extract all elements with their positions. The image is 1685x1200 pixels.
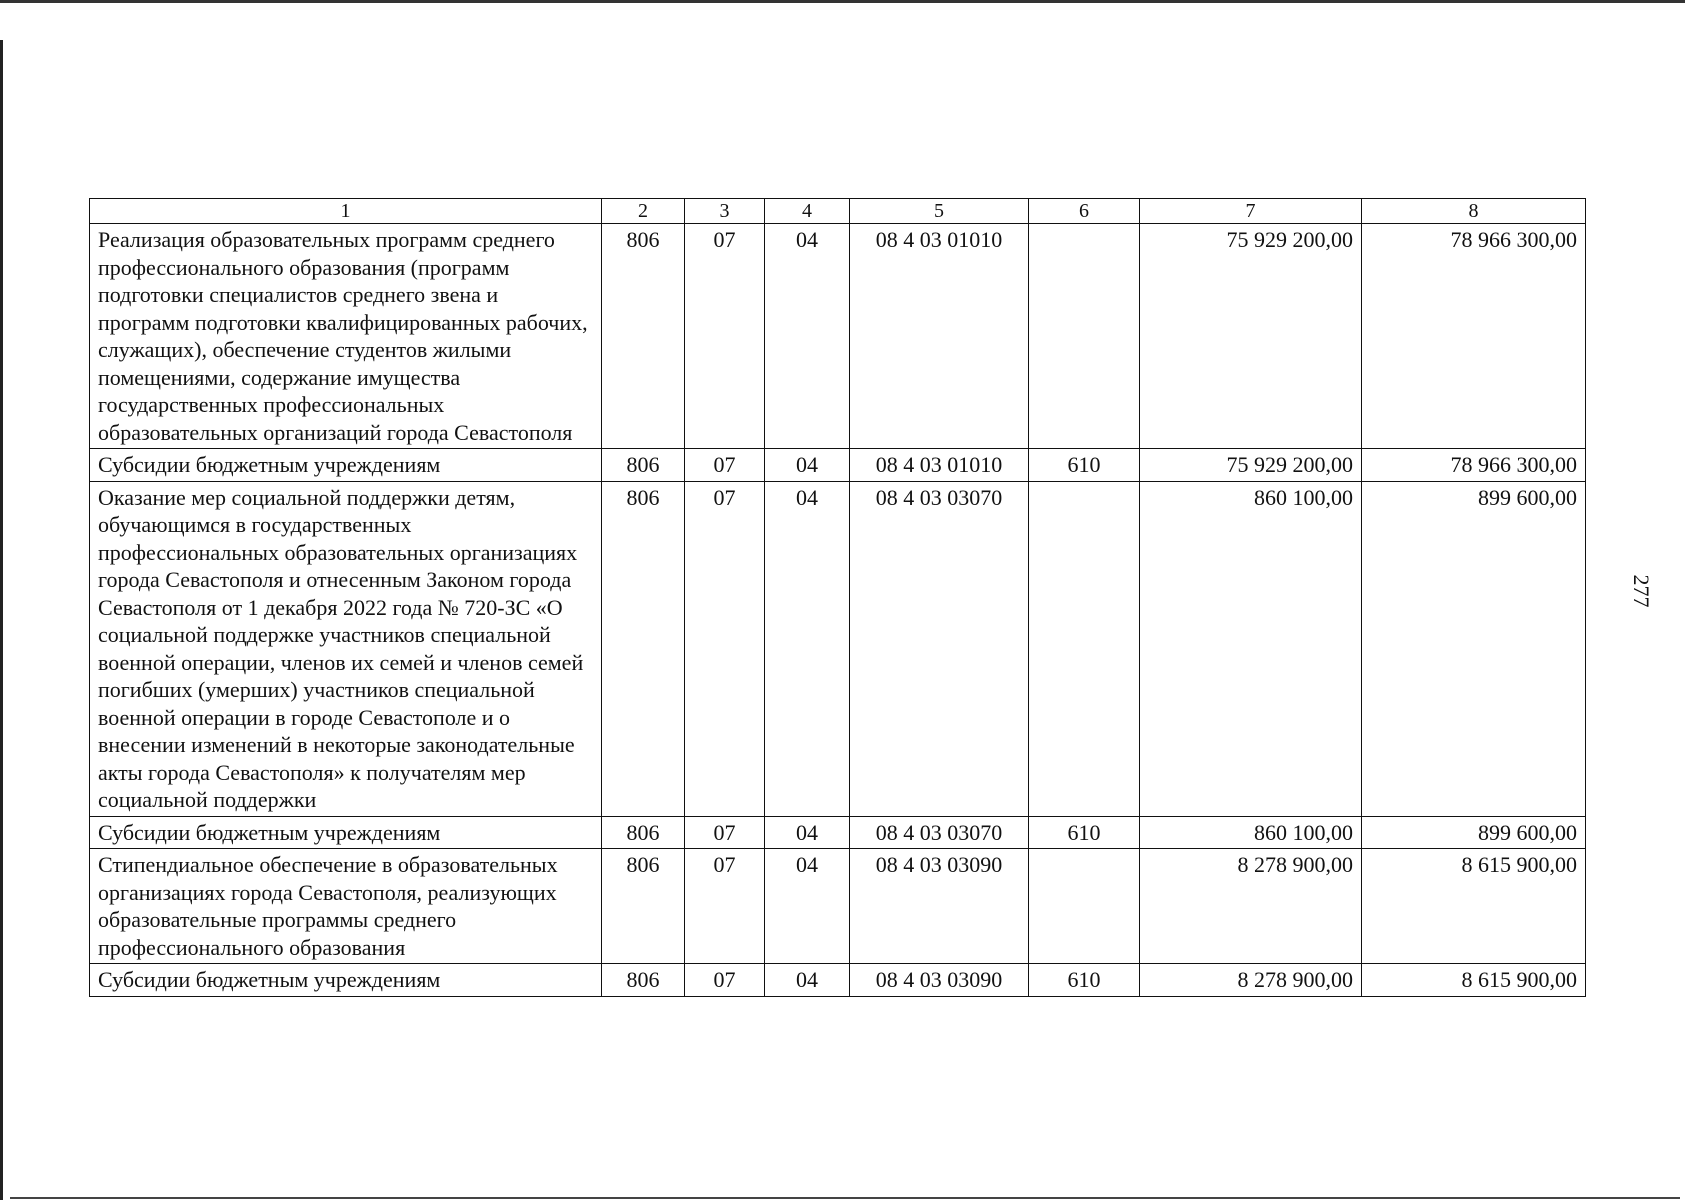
row-name: Субсидии бюджетным учреждениям: [90, 449, 602, 482]
row-code-6: 610: [1029, 449, 1140, 482]
row-code-5: 08 4 03 03070: [850, 481, 1029, 816]
row-code-5: 08 4 03 03090: [850, 964, 1029, 997]
header-col-2: 2: [602, 199, 685, 224]
row-code-4: 04: [765, 224, 850, 449]
header-col-7: 7: [1140, 199, 1362, 224]
row-code-4: 04: [765, 481, 850, 816]
row-amount-8: 78 966 300,00: [1362, 224, 1586, 449]
page-number: 277: [1629, 574, 1654, 608]
row-code-2: 806: [602, 449, 685, 482]
row-code-4: 04: [765, 816, 850, 849]
row-amount-8: 8 615 900,00: [1362, 964, 1586, 997]
row-amount-7: 75 929 200,00: [1140, 449, 1362, 482]
row-name: Оказание мер социальной поддержки детям, обучающимся в государственных профессиональных образовательных организациях города Севастополя и отнесенным Законом города Севастополя от 1 декабря 2022 года № 720-ЗС «О социальной поддержке участников специальной военной операции, членов их семей и членов семей погибших (умерших) участников специальной военной операции в городе Севастополе и о внесении изменений в некоторые законодательные акты города Севастополя» к получателям мер социальной поддержки: [90, 481, 602, 816]
row-name: Стипендиальное обеспечение в образовательных организациях города Севастополя, реализующих образовательные программы среднего профессионального образования: [90, 849, 602, 964]
row-code-2: 806: [602, 481, 685, 816]
row-amount-8: 899 600,00: [1362, 481, 1586, 816]
row-amount-7: 860 100,00: [1140, 481, 1362, 816]
row-code-6: [1029, 849, 1140, 964]
row-code-5: 08 4 03 03070: [850, 816, 1029, 849]
row-code-6: [1029, 224, 1140, 449]
table-row: [90, 481, 1586, 816]
row-code-4: 04: [765, 849, 850, 964]
table-header-row: [90, 199, 1586, 224]
table-row: [90, 816, 1586, 849]
row-name: Реализация образовательных программ среднего профессионального образования (программ подготовки специалистов среднего звена и программ подготовки квалифицированных рабочих, служащих), обеспечение студентов жилыми помещениями, содержание имущества государственных профессиональных образовательных организаций города Севастополя: [90, 224, 602, 449]
header-col-1: 1: [90, 199, 602, 224]
header-col-8: 8: [1362, 199, 1586, 224]
row-code-3: 07: [685, 816, 765, 849]
row-code-3: 07: [685, 449, 765, 482]
row-amount-7: 8 278 900,00: [1140, 964, 1362, 997]
row-amount-8: 899 600,00: [1362, 816, 1586, 849]
scan-edge-bottom: [10, 1197, 1680, 1199]
row-code-2: 806: [602, 964, 685, 997]
row-amount-8: 78 966 300,00: [1362, 449, 1586, 482]
row-amount-7: 8 278 900,00: [1140, 849, 1362, 964]
row-code-2: 806: [602, 224, 685, 449]
row-amount-7: 75 929 200,00: [1140, 224, 1362, 449]
row-code-6: 610: [1029, 816, 1140, 849]
header-col-3: 3: [685, 199, 765, 224]
row-code-2: 806: [602, 849, 685, 964]
table-row: [90, 849, 1586, 964]
row-code-6: 610: [1029, 964, 1140, 997]
row-code-2: 806: [602, 816, 685, 849]
row-code-5: 08 4 03 01010: [850, 224, 1029, 449]
budget-table: [89, 198, 1586, 997]
table-row: [90, 449, 1586, 482]
scan-edge-left: [0, 40, 3, 1200]
row-code-3: 07: [685, 849, 765, 964]
row-name: Субсидии бюджетным учреждениям: [90, 964, 602, 997]
row-code-5: 08 4 03 03090: [850, 849, 1029, 964]
row-code-3: 07: [685, 481, 765, 816]
scan-edge-top: [0, 0, 1685, 3]
row-code-4: 04: [765, 964, 850, 997]
table-row: [90, 224, 1586, 449]
header-col-5: 5: [850, 199, 1029, 224]
row-code-5: 08 4 03 01010: [850, 449, 1029, 482]
row-name: Субсидии бюджетным учреждениям: [90, 816, 602, 849]
row-code-4: 04: [765, 449, 850, 482]
row-amount-8: 8 615 900,00: [1362, 849, 1586, 964]
row-amount-7: 860 100,00: [1140, 816, 1362, 849]
header-col-4: 4: [765, 199, 850, 224]
row-code-6: [1029, 481, 1140, 816]
table-row: [90, 964, 1586, 997]
header-col-6: 6: [1029, 199, 1140, 224]
row-code-3: 07: [685, 224, 765, 449]
row-code-3: 07: [685, 964, 765, 997]
